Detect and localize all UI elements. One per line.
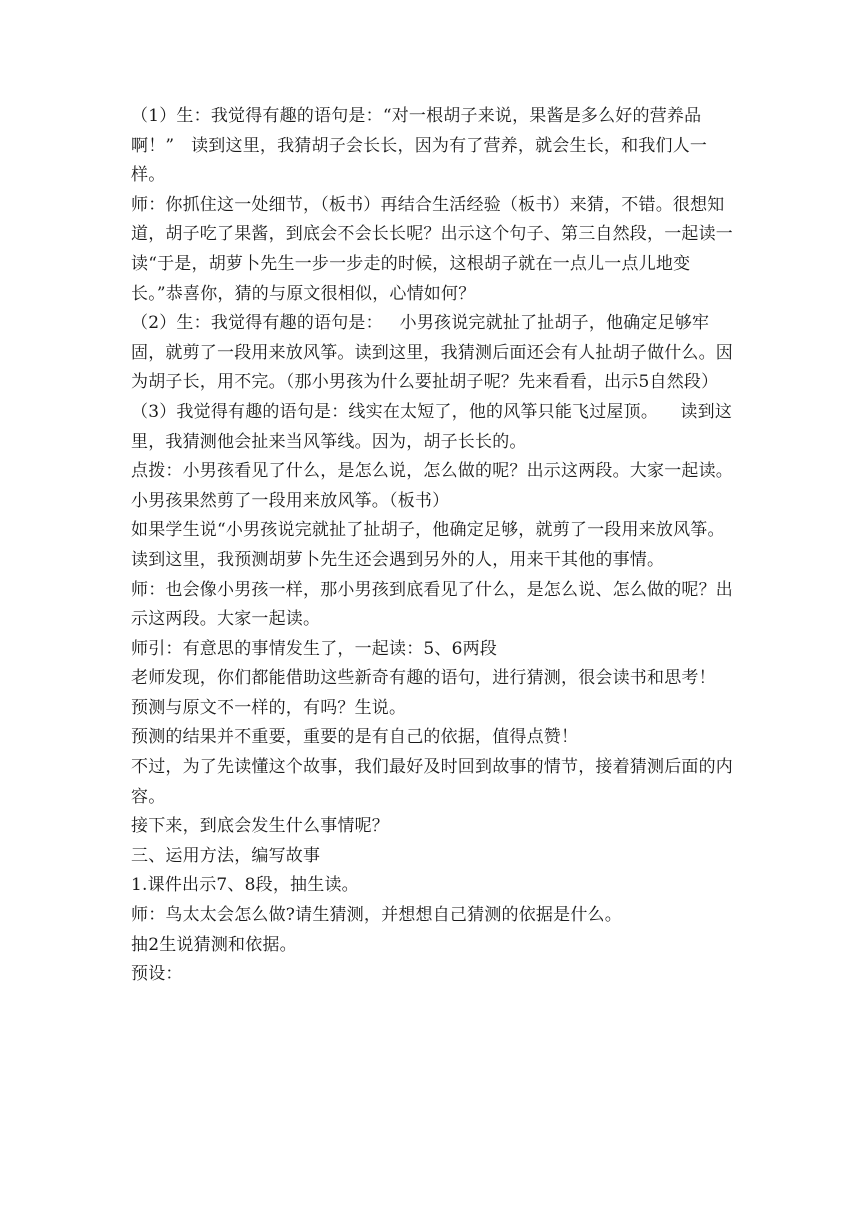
paragraph-teacher-lead: 师引：有意思的事情发生了，一起读：5、6两段 xyxy=(131,638,498,659)
section-heading-3: 三、运用方法，编写故事 xyxy=(131,845,321,866)
paragraph-teacher-response-2: 师：也会像小男孩一样，那小男孩到底看见了什么，是怎么说、怎么做的呢？出示这两段。大家一起读。 xyxy=(131,579,733,630)
paragraph-student-answer-1: （1）生：我觉得有趣的语句是：“对一根胡子来说，果酱是多么好的营养品啊！” 读到这里，我猜胡子会长长，因为有了营养，就会生长，和我们人一样。 xyxy=(131,106,708,186)
paragraph-guidance: 点拨：小男孩看见了什么，是怎么说，怎么做的呢？出示这两段。大家一起读。 xyxy=(131,461,733,482)
paragraph-prediction-question: 预测与原文不一样的，有吗？生说。 xyxy=(131,697,407,718)
paragraph-teacher-response-1: 师：你抓住这一处细节，（板书）再结合生活经验（板书）来猜，不错。很想知道，胡子吃了果酱，到底会不会长长呢？出示这个句子、第三自然段，一起读一读“于是，胡萝卜先生一步一步走的时候，这根胡子就在一点儿一点儿地变长。”恭喜你，猜的与原文很相似，心情如何？ xyxy=(131,194,733,304)
paragraph-alternative-answer: 如果学生说“小男孩说完就扯了扯胡子，他确定足够，就剪了一段用来放风筝。 读到这里，我预测胡萝卜先生还会遇到另外的人，用来干其他的事情。 xyxy=(131,520,742,570)
paragraph-next-question: 接下来，到底会发生什么事情呢？ xyxy=(131,816,389,837)
paragraph-student-answer-3: （3）我觉得有趣的语句是：线实在太短了，他的风筝只能飞过屋顶。 读到这里，我猜测他会扯来当风筝线。因为，胡子长长的。 xyxy=(131,401,733,452)
paragraph-board-note: 小男孩果然剪了一段用来放风筝。（板书） xyxy=(131,490,450,511)
paragraph-teacher-question: 师：鸟太太会怎么做?请生猜测，并想想自己猜测的依据是什么。 xyxy=(131,905,622,926)
paragraph-prediction-remark: 预测的结果并不重要，重要的是有自己的依据，值得点赞！ xyxy=(131,727,579,748)
paragraph-teacher-praise: 老师发现，你们都能借助这些新奇有趣的语句，进行猜测，很会读书和思考！ xyxy=(131,668,716,689)
paragraph-return-to-story: 不过，为了先读懂这个故事，我们最好及时回到故事的情节，接着猜测后面的内容。 xyxy=(131,757,733,807)
paragraph-student-sharing: 抽2生说猜测和依据。 xyxy=(131,934,297,955)
paragraph-preset: 预设： xyxy=(131,964,183,985)
paragraph-step-1: 1.课件出示7、8段，抽生读。 xyxy=(131,875,359,896)
document-body xyxy=(131,102,742,990)
paragraph-student-answer-2: （2）生：我觉得有趣的语句是： 小男孩说完就扯了扯胡子，他确定足够牢固，就剪了一段用来放风筝。读到这里，我猜测后面还会有人扯胡子做什么。因为胡子长，用不完。（那小男孩为什么要扯胡子呢？先来看看，出示5自然段） xyxy=(131,313,733,393)
